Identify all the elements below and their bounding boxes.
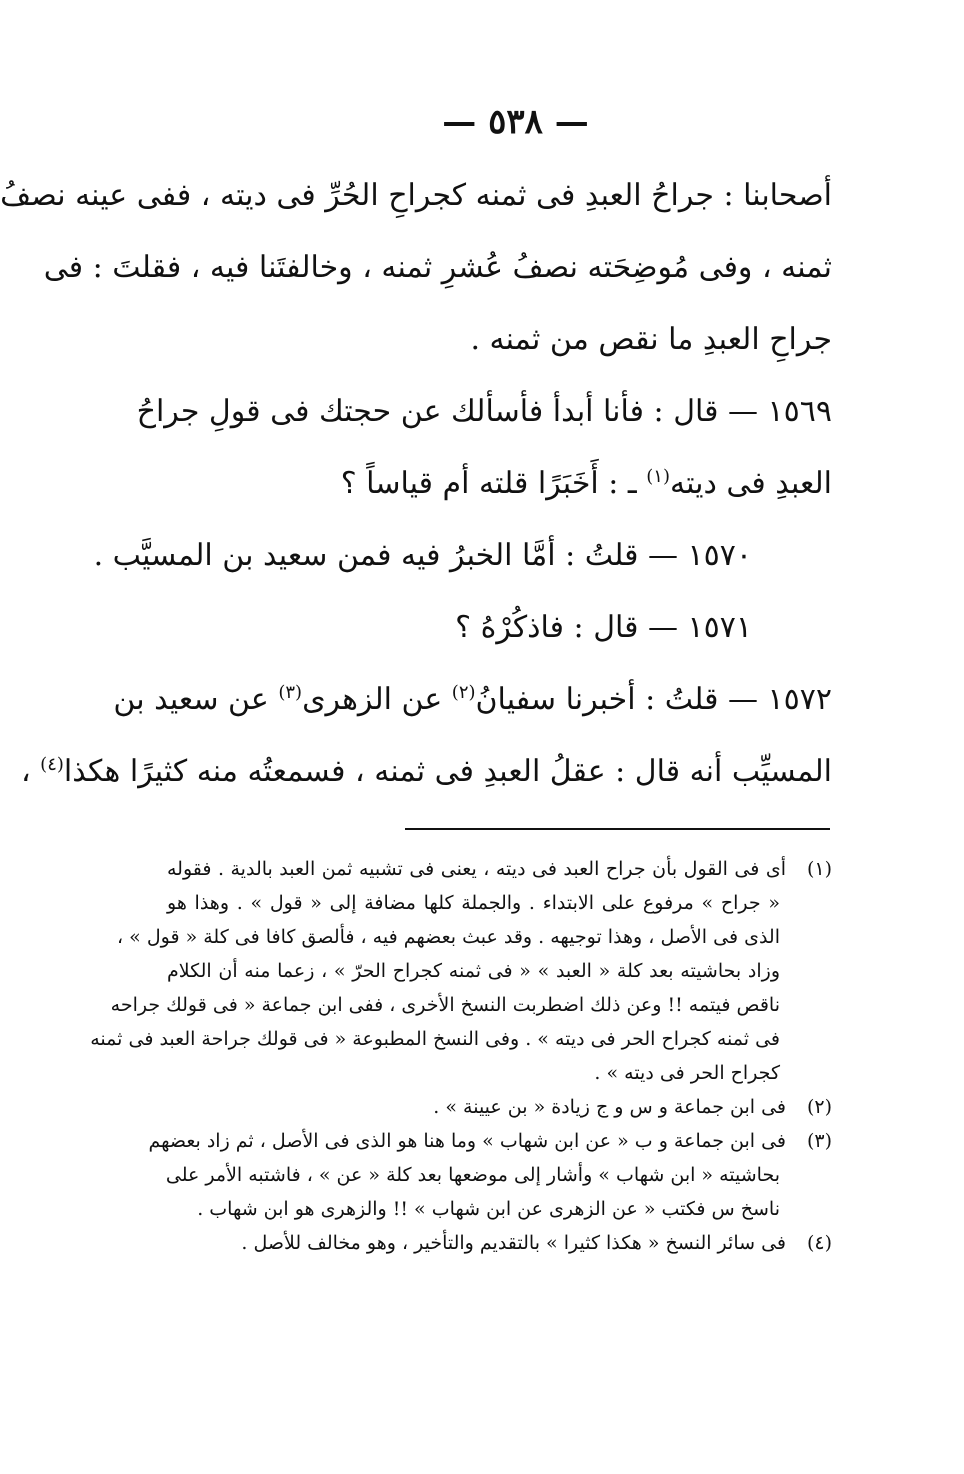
paragraph-1570: ١٥٧٠ — قلتُ : أمَّا الخبرُ فيه فمن سعيد بن المسيَّب . xyxy=(93,538,752,573)
footnote-ref: (٣) xyxy=(278,682,303,703)
footnote-mark: (٢) xyxy=(806,1096,832,1118)
footnote-text: أى فى القول بأن جراح العبد فى ديته ، يعنى فى تشبيه ثمن العبد بالدية . فقوله xyxy=(167,858,786,880)
footnote-line xyxy=(167,1090,832,1124)
text-segment: العبدِ فى ديته xyxy=(669,466,832,501)
footnote-mark: (٤) xyxy=(806,1232,832,1254)
paragraph-1572-line xyxy=(113,664,832,736)
footnote-separator xyxy=(405,828,830,830)
footnote-text: فى سائر النسخ « هكذا كثيرا » بالتقديم والتأخير ، وهو مخالف للأصل . xyxy=(241,1232,786,1254)
text-line: ثمنه ، وفى مُوضِحَته نصفُ عُشرِ ثمنه ، وخالفتَنا فيه ، فقلتَ : فى xyxy=(43,250,832,285)
footnote-mark: (٣) xyxy=(806,1130,832,1152)
footnote-line: « جراح » مرفوع على الابتداء . والجملة كلها مضافة إلى « قول » . وهذا هو xyxy=(167,892,780,914)
footnote-line xyxy=(167,1226,832,1260)
footnote-line: وزاد بحاشيته بعد كلة « العبد » « فى ثمنه كجراح الحرّ » ، زعما منه أن الكلام xyxy=(167,960,780,982)
text-segment: ، xyxy=(20,754,41,789)
footnote-line: بحاشيته « ابن شهاب » وأشار إلى موضعها بعد كلة « عن » ، فاشتبه الأمر على xyxy=(165,1164,780,1186)
footnote-ref: (٢) xyxy=(451,682,476,703)
footnotes xyxy=(90,852,832,1260)
footnote-line: ناقص فيتمه !! وعن ذلك اضطربت النسخ الأخرى ، ففى ابن جماعة « فى قولك جراحه xyxy=(110,994,780,1016)
paragraph-1569-line: ١٥٦٩ — قال : فأنا أبدأ فأسألك عن حجتك فى قولِ جراحُ xyxy=(136,394,832,429)
footnote-text: فى ابن جماعة و ب « عن ابن شهاب » وما هنا هو الذى فى الأصل ، ثم زاد بعضهم xyxy=(148,1130,786,1152)
page-number: — ٥٣٨ — xyxy=(442,102,589,142)
footnote-line: فى ثمنه كجراح الحر فى ديته » . وفى النسخ المطبوعة « فى قولك جراحة العبد فى ثمنه xyxy=(90,1028,780,1050)
footnote-line: ناسخ س فكتب « عن الزهرى عن ابن شهاب » !! والزهرى هو ابن شهاب . xyxy=(197,1198,780,1220)
text-line: جراحِ العبدِ ما نقص من ثمنه . xyxy=(470,322,832,357)
footnote-line: كجراح الحر فى ديته » . xyxy=(594,1062,780,1084)
paragraph-1569-line xyxy=(167,448,832,520)
text-segment: ـ : أَخَبَرًا قلته أم قياساً ؟ xyxy=(340,466,647,501)
footnote-line xyxy=(167,852,832,886)
footnote-ref: (١) xyxy=(646,466,670,487)
text-segment: عن الزهرى xyxy=(302,682,452,717)
footnote-text: فى ابن جماعة و س و ج زيادة « بن عيينة » . xyxy=(433,1096,786,1118)
footnote-line xyxy=(148,1124,832,1158)
paragraph-1572-line xyxy=(20,736,832,808)
paragraph-1571: ١٥٧١ — قال : فاذكُرْهُ ؟ xyxy=(455,610,752,645)
text-segment: ١٥٧٢ — قلتُ : أخبرنا سفيانُ xyxy=(475,682,832,717)
text-segment: المسيِّب أنه قال : عقلُ العبدِ فى ثمنه ، فسمعتُه منه كثيرًا هكذا xyxy=(63,754,832,789)
footnote-line: الذى فى الأصل ، وهذا توجيهه . وقد عبث بعضهم فيه ، فألصق كافا فى كلة « قول » ، xyxy=(116,926,780,948)
main-text xyxy=(0,160,832,808)
text-line: أصحابنا : جراحُ العبدِ فى ثمنه كجراحِ الحُرِّ فى ديته ، ففى عينه نصفُ xyxy=(0,178,832,213)
footnote-ref: (٤) xyxy=(40,754,64,775)
text-segment: عن سعيد بن xyxy=(113,682,279,717)
footnote-mark: (١) xyxy=(806,858,832,880)
